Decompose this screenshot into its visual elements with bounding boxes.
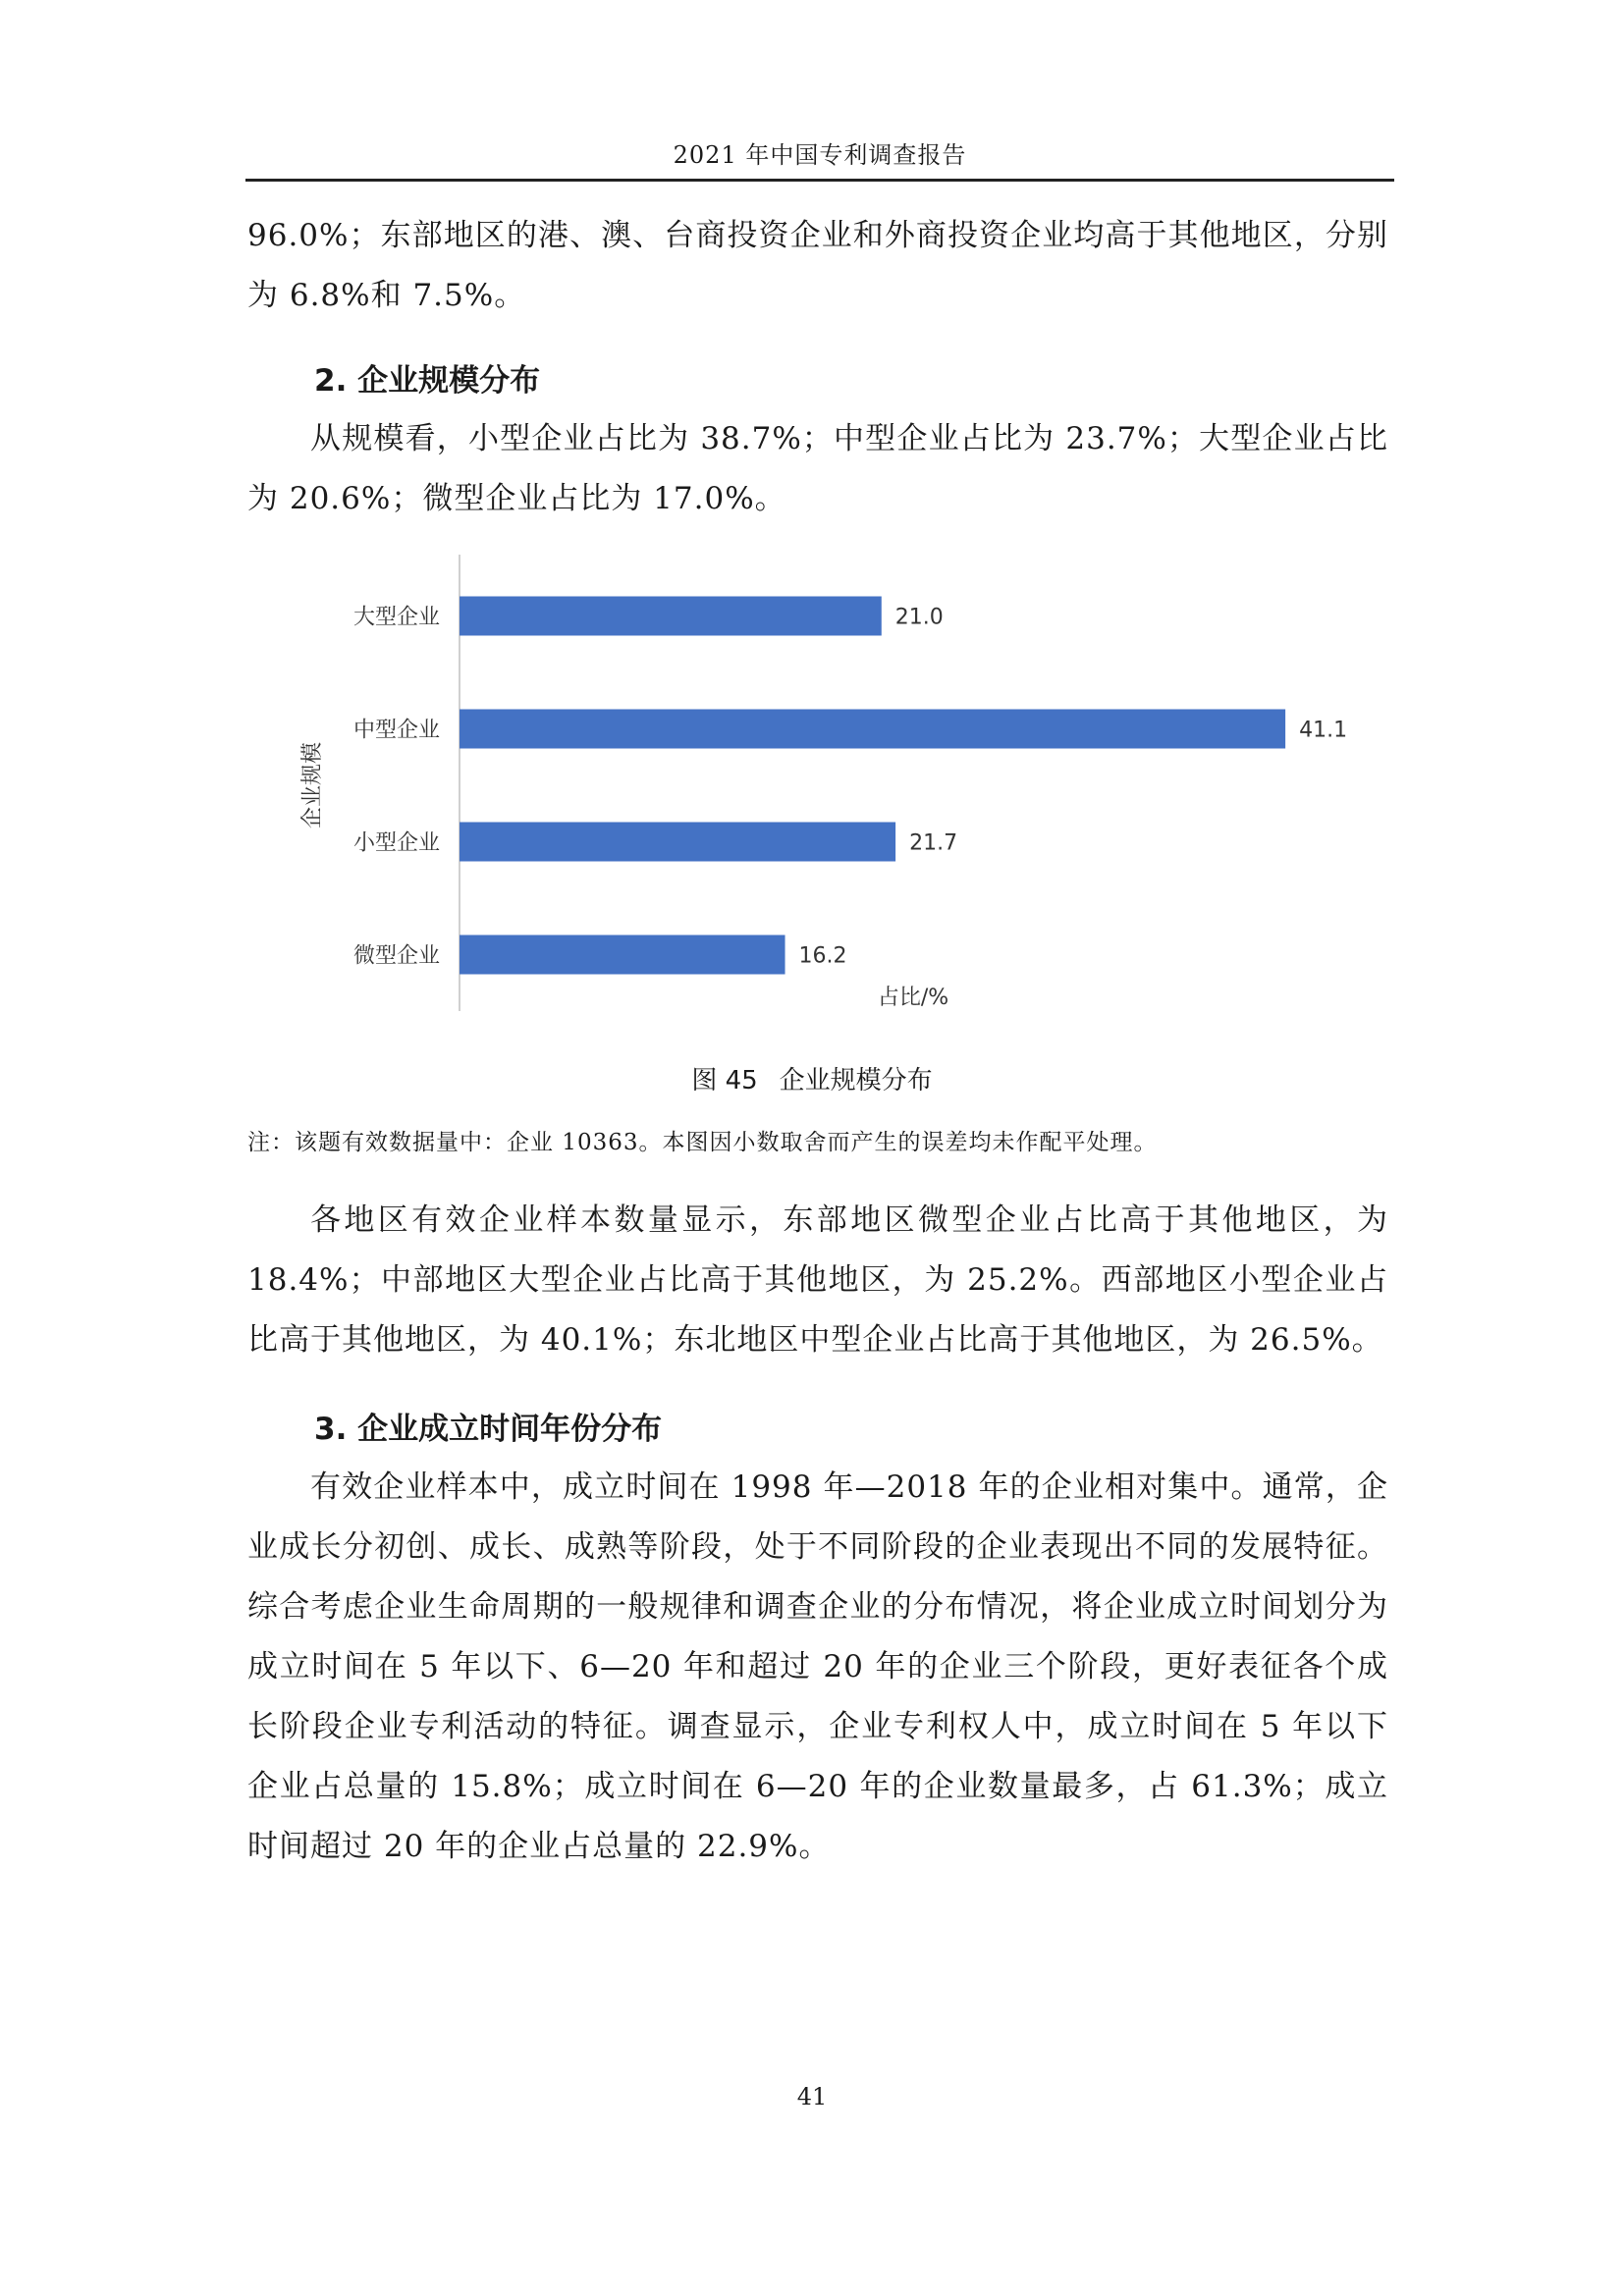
y-axis-title: 企业规模	[300, 741, 325, 829]
paragraph-scale-summary: 从规模看，小型企业占比为 38.7%；中型企业占比为 23.7%；大型企业占比为 20.6%；微型企业占比为 17.0%。	[247, 421, 1388, 516]
header-rule	[245, 179, 1394, 182]
bar-3	[460, 935, 785, 975]
x-axis-title: 占比/%	[877, 986, 949, 1010]
bar-chart-svg	[285, 550, 1355, 1021]
bar-0	[460, 597, 882, 636]
bars-group	[353, 597, 1347, 975]
bar-1	[460, 710, 1285, 749]
category-label-1: 中型企业	[352, 718, 440, 743]
section-heading-enterprise-scale: 2. 企业规模分布	[314, 363, 541, 399]
figure-title: 企业规模分布	[779, 1066, 933, 1095]
section-heading-founding-year: 3. 企业成立时间年份分布	[314, 1412, 663, 1447]
figure-note: 注：该题有效数据量中：企业 10363。本图因小数取舍而产生的误差均未作配平处理。	[247, 1130, 1158, 1155]
category-label-2: 小型企业	[352, 830, 440, 856]
paragraph-founding-year: 有效企业样本中，成立时间在 1998 年—2018 年的企业相对集中。通常，企业成长分初创、成长、成熟等阶段，处于不同阶段的企业表现出不同的发展特征。综合考虑企业生命周期的一般规律和调查企业的分布情况，将企业成立时间划分为成立时间在 5 年以下、6—20 年和超过 20 年的企业三个阶段，更好表征各个成长阶段企业专利活动的特征。调查显示，企业专利权人中，成立时间在 5 年以下企业占总量的 15.8%；成立时间在 6—20 年的企业数量最多，占 61.3%；成立时间超过 20 年的企业占总量的 22.9%。	[247, 1469, 1388, 1864]
category-label-3: 微型企业	[352, 943, 440, 969]
bar-2	[460, 823, 895, 862]
paragraph-regional-scale: 各地区有效企业样本数量显示，东部地区微型企业占比高于其他地区，为 18.4%；中部地区大型企业占比高于其他地区，为 25.2%。西部地区小型企业占比高于其他地区，为 40.1%；东北地区中型企业占比高于其他地区，为 26.5%。	[247, 1202, 1388, 1358]
data-label-2: 21.7	[909, 830, 958, 856]
data-label-0: 21.0	[894, 605, 944, 630]
page-header-title: 2021 年中国专利调查报告	[673, 141, 967, 169]
paragraph-regional-investment: 96.0%；东部地区的港、澳、台商投资企业和外商投资企业均高于其他地区，分别为 6.8%和 7.5%。	[247, 218, 1388, 313]
figure-number: 图 45	[691, 1066, 758, 1095]
figure-caption	[0, 1060, 1624, 1096]
data-label-3: 16.2	[798, 943, 847, 969]
data-label-1: 41.1	[1299, 718, 1348, 743]
page-number: 41	[796, 2083, 828, 2110]
enterprise-scale-chart	[285, 550, 1355, 1021]
category-label-0: 大型企业	[352, 605, 440, 630]
